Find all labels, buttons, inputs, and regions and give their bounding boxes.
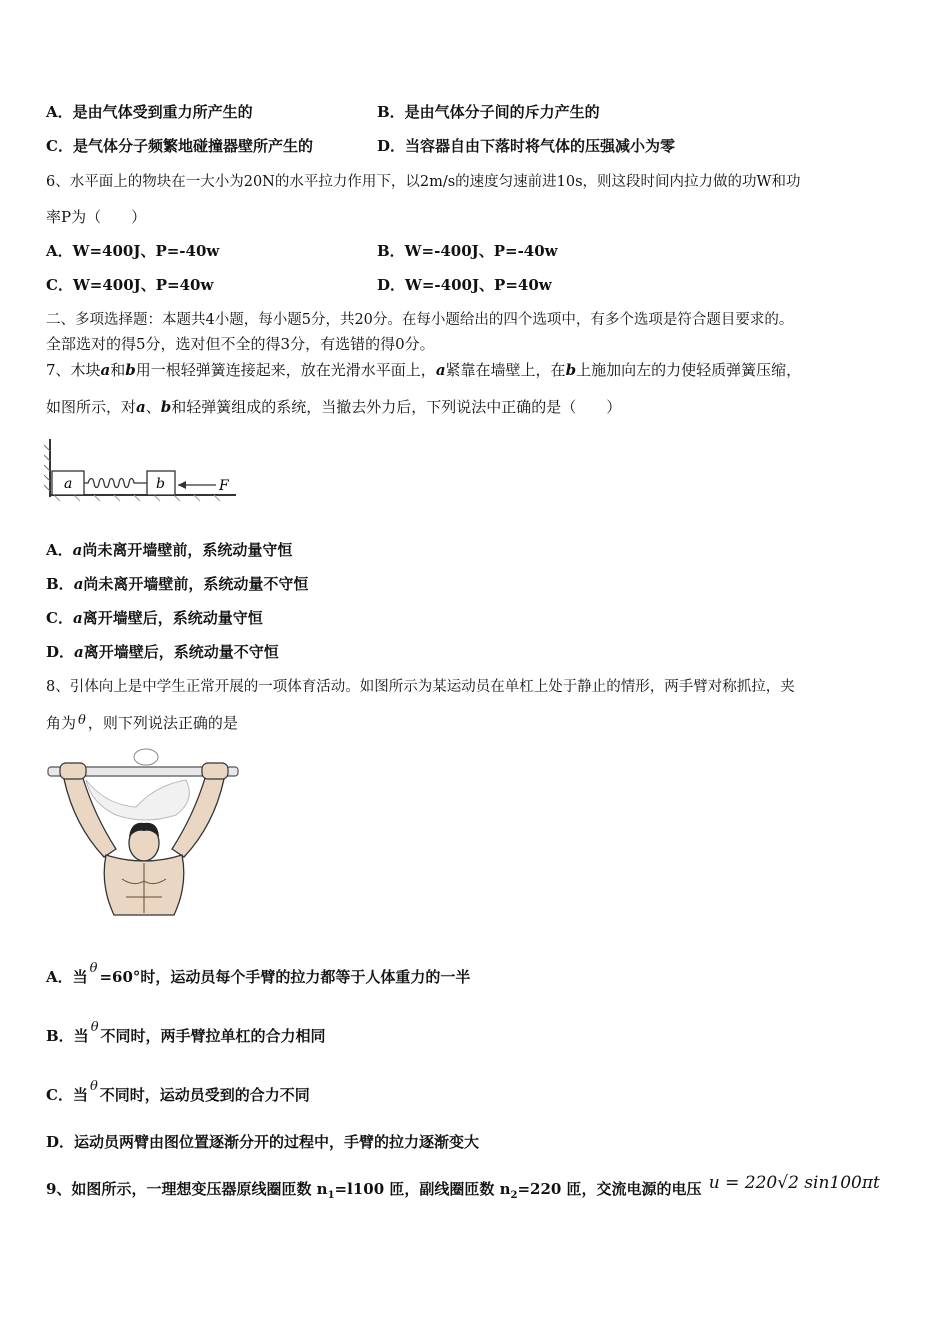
left-arm	[64, 769, 116, 857]
section2-instructions-line2: 全部选对的得5分，选对但不全的得3分，有选错的得0分。	[46, 335, 435, 353]
q8-pullup-figure	[46, 745, 242, 925]
spring	[84, 479, 147, 488]
q8-option-a: A．当 θ =60°时，运动员每个手臂的拉力都等于人体重力的一半	[46, 961, 471, 986]
bar-mount	[134, 749, 158, 765]
force-label: F	[219, 478, 229, 494]
q6-option-a: A．W=400J、P=-40w	[46, 242, 220, 260]
q7-option-a: A．a尚未离开墙壁前，系统动量守恒	[46, 541, 293, 559]
right-hand	[202, 763, 228, 779]
q7-option-c: C．a离开墙壁后，系统动量守恒	[46, 609, 263, 627]
q7-spring-block-figure	[44, 425, 244, 505]
q5-option-c: C．是气体分子频繁地碰撞器壁所产生的	[46, 137, 313, 155]
q6-option-b: B．W=-400J、P=-40w	[377, 242, 558, 260]
motion-shade	[86, 780, 189, 820]
q6-option-d: D．W=-400J、P=40w	[377, 276, 552, 294]
q9-stem: 9、如图所示，一理想变压器原线圈匝数 $n_1=l100$ 匝，副线圈匝数 $n_2=220$ 匝，交流电源的电压 u = 220√2 sin100πt	[46, 1173, 880, 1201]
q5-option-a: A．是由气体受到重力所产生的	[46, 103, 253, 121]
q8-option-b: B．当 θ 不同时，两手臂拉单杠的合力相同	[46, 1020, 326, 1045]
q8-stem-line1: 8、引体向上是中学生正常开展的一项体育活动。如图所示为某运动员在单杠上处于静止的情形，两手臂对称抓拉，夹	[46, 679, 795, 695]
q7-stem-line1: 7、木块a和b用一根轻弹簧连接起来，放在光滑水平面上，a紧靠在墙壁上，在b上施加向左的力使轻质弹簧压缩，	[46, 361, 802, 379]
block-a-label: a	[64, 476, 73, 492]
q6-stem-line2: 率P为（ ）	[46, 208, 147, 226]
q8-option-c: C．当 θ 不同时，运动员受到的合力不同	[46, 1079, 310, 1104]
q7-stem-line2: 如图所示，对a、b和轻弹簧组成的系统，当撤去外力后，下列说法中正确的是（ ）	[46, 398, 622, 416]
block-b-label: b	[156, 476, 165, 492]
force-arrowhead	[178, 481, 186, 489]
q8-option-d: D．运动员两臂由图位置逐渐分开的过程中，手臂的拉力逐渐变大	[46, 1133, 480, 1151]
q6-option-c: C．W=400J、P=40w	[46, 276, 214, 294]
q8-stem-line2: 角为 θ ，则下列说法正确的是	[46, 713, 238, 732]
q6-stem-line1: 6、水平面上的物块在一大小为20N的水平拉力作用下，以2m/s的速度匀速前进10s，则这段时间内拉力做的功W和功	[46, 174, 801, 190]
q5-option-b: B．是由气体分子间的斥力产生的	[377, 103, 600, 121]
q7-option-b: B．a尚未离开墙壁前，系统动量不守恒	[46, 575, 309, 593]
q9-voltage-formula: u = 220√2 sin100πt	[708, 1173, 880, 1193]
q7-option-d: D．a离开墙壁后，系统动量不守恒	[46, 643, 279, 661]
section2-instructions-line1: 二、多项选择题：本题共4小题，每小题5分，共20分。在每小题给出的四个选项中，有多个选项是符合题目要求的。	[46, 312, 794, 328]
left-hand	[60, 763, 86, 779]
q5-option-d: D．当容器自由下落时将气体的压强减小为零	[377, 137, 676, 155]
